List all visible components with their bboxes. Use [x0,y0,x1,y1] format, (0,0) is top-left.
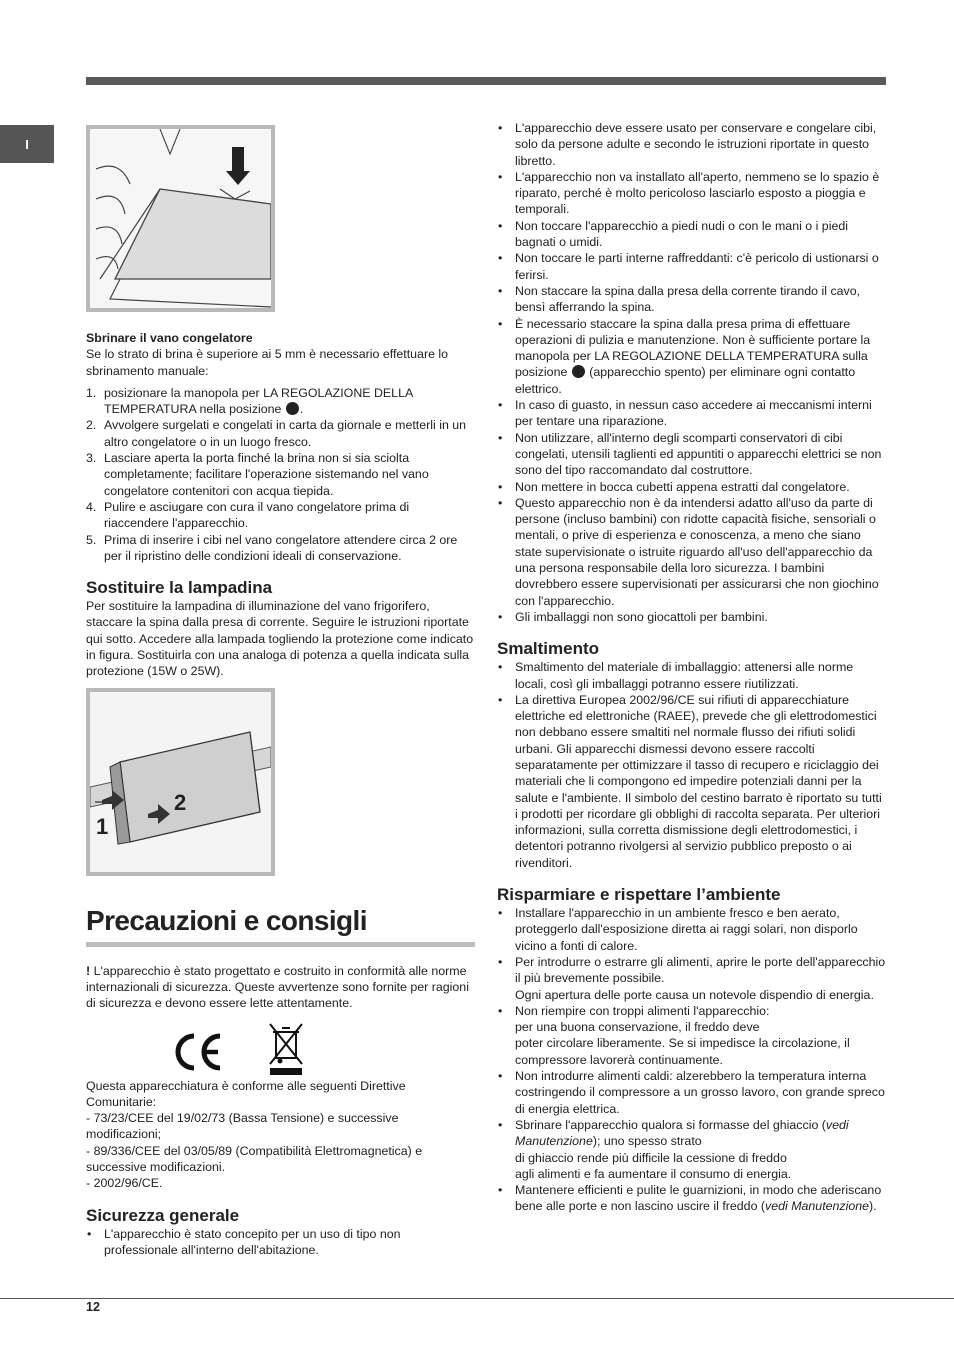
warning-icon: ! [86,963,91,978]
list-item: • Per introdurre o estrarre gli alimenti, aprire le porte dell'apparecchio il più brevemente possibile. Ogni apertura delle porte causa un notevole dispendio di energia. [497,954,887,1003]
defrost-steps [86,385,475,564]
lamp-title: Sostituire la lampadina [86,578,273,598]
step-label-1: 1 [96,813,109,839]
directive-line: - 73/23/CEE del 19/02/73 (Bassa Tensione) e successive modificazioni; [86,1111,399,1142]
defrost-title: Sbrinare il vano congelatore [86,331,253,345]
list-item: 4. Pulire e asciugare con cura il vano congelatore prima di riaccendere l'apparecchio. [86,499,410,531]
warning-text: ! L'apparecchio è stato progettato e costruito in conformità alle norme internazionali di sicurezza. Queste avvertenze sono fornite per ragioni di sicurezza e devono essere lette attentamente. [86,963,469,1011]
list-item: • Gli imballaggi non sono giocattoli per bambini. [497,609,887,625]
environment-list [497,905,887,1215]
list-item: • Non riempire con troppi alimenti l'apparecchio: per una buona conservazione, il freddo deve poter circolare liberamente. Se si impedisce la circolazione, il compressore lavorerà continuamente. [497,1003,887,1068]
list-item: • Installare l'apparecchio in un ambiente fresco e ben aerato, proteggerlo dall'esposizione diretta ai raggi solari, non disporlo vicino a fonti di calore. [497,905,887,954]
list-item: • Non mettere in bocca cubetti appena estratti dal congelatore. [497,479,887,495]
list-item: • È necessario staccare la spina dalla presa prima di effettuare operazioni di pulizia e manutenzione. Non è sufficiente portare la manopola per LA REGOLAZIONE DELLA TEMPERATURA sulla posizione (apparecchio spento) per eliminare ogni contatto elettrico. [497,316,887,397]
right-column [497,120,887,1215]
title-rule [86,942,475,947]
list-item: 1. posizionare la manopola per LA REGOLAZIONE DELLA TEMPERATURA nella posizione . [86,385,413,417]
directive-line: - 89/336/CEE del 03/05/89 (Compatibilità Elettromagnetica) e successive modificazioni. [86,1143,423,1175]
list-item: • Non introdurre alimenti caldi: alzerebbero la temperatura interna costringendo il compressore a un grosso lavoro, con grande spreco di energia elettrica. [497,1068,887,1117]
list-item: • L'apparecchio è stato concepito per un uso di tipo non professionale all'interno dell'abitazione. [86,1226,475,1259]
header-rule [86,77,886,85]
list-item: • Questo apparecchio non è da intendersi adatto all'uso da parte di persone (incluso bambini) con ridotte capacità fisiche, sensoriali o mentali, o prive di esperienza e conoscenza, a meno che siano state supervisionate o istruite riguardo all'uso dell'apparecchio da una persona responsabile della loro sicurezza. I bambini dovrebbero essere supervisionati per assicurarsi che non giochino con l'apparecchio. [497,495,887,609]
weee-bin-icon [268,1022,304,1076]
off-position-symbol [572,365,585,378]
list-item: • Smaltimento del materiale di imballaggio: attenersi alle norme locali, così gli imballaggi potranno essere riutilizzati. [497,659,887,692]
ce-mark-icon [174,1032,226,1072]
left-column [86,125,475,1258]
list-item: • Mantenere efficienti e pulite le guarnizioni, in modo che aderiscano bene alle porte e non lascino uscire il freddo (vedi Manutenzione). [497,1182,887,1215]
off-position-symbol [286,402,299,415]
page-number: 12 [86,1300,100,1314]
footer-rule [0,1298,954,1299]
lamp-text: Per sostituire la lampadina di illuminazione del vano frigorifero, staccare la spina dalla presa di corrente. Seguire le istruzioni riportate qui sotto. Accedere alla lampada togliendo la protezione come indicato in figura. Sostituirla con una analoga di potenza a quella indicata sulla protezione (15W o 25W). [86,599,474,679]
lamp-cover-drawing [90,692,271,872]
safety-bullets [497,120,887,625]
environment-title: Risparmiare e rispettare l’ambiente [497,885,781,905]
list-item: 2. Avvolgere surgelati e congelati in carta da giornale e metterli in un altro congelatore o in un luogo fresco. [86,418,467,449]
disposal-list [497,659,887,871]
directive-intro: Questa apparecchiatura è conforme alle seguenti Direttive Comunitarie: [86,1078,406,1109]
list-item: • La direttiva Europea 2002/96/CE sui rifiuti di apparecchiature elettriche ed elettroniche (RAEE), prevede che gli elettrodomestici non debbano essere smaltiti nel normale flusso dei rifiuti solidi urbani. Gli apparecchi dismessi devono essere raccolti separatamente per ottimizzare il tasso di recupero e riciclaggio dei materiali che li compongono ed impedire potenziali danni per la salute e l'ambiente. Il simbolo del cestino barrato è riportato su tutti i prodotti per ricordare gli obblighi di raccolta separata. Per ulteriori informazioni, sulla corretta dismissione degli elettrodomestici, i detentori potranno rivolgersi al servizio pubblico preposto o ai rivenditori. [497,692,887,871]
list-item: • Non utilizzare, all'interno degli scomparti conservatori di cibi congelati, utensili taglienti ed appuntiti o apparecchi elettrici se non sono del tipo raccomandato dal costruttore. [497,430,887,479]
freezer-compartment-drawing [90,129,271,308]
directive-line: - 2002/96/CE. [86,1176,163,1191]
language-tab: I [0,125,54,163]
step-label-2: 2 [174,789,187,815]
certification-marks [86,1020,475,1078]
safety-list [86,1226,475,1259]
defrost-intro: Se lo strato di brina è superiore ai 5 mm è necessario effettuare lo sbrinamento manuale: [86,347,449,378]
list-item: 3. Lasciare aperta la porta finché la brina non si sia sciolta completamente; facilitare l'operazione sistemando nel vano congelatore contenitori con acqua tiepida. [86,451,429,498]
lamp-illustration [86,688,275,876]
list-item: • L'apparecchio deve essere usato per conservare e congelare cibi, solo da persone adulte e secondo le istruzioni riportate in questo libretto. [497,120,887,169]
list-item: • In caso di guasto, in nessun caso accedere ai meccanismi interni per tentare una riparazione. [497,397,887,430]
disposal-title: Smaltimento [497,639,600,659]
page-title: Precauzioni e consigli [86,904,367,936]
list-item: 5. Prima di inserire i cibi nel vano congelatore attendere circa 2 ore per il ripristino delle condizioni ideali di conservazione. [86,532,458,563]
list-item: • Sbrinare l'apparecchio qualora si formasse del ghiaccio (vedi Manutenzione); uno spesso strato di ghiaccio rende più difficile la cessione di freddo agli alimenti e fa aumentare il consumo di energia. [497,1117,887,1182]
list-item: • Non staccare la spina dalla presa della corrente tirando il cavo, bensì afferrando la spina. [497,283,887,316]
safety-title: Sicurezza generale [86,1205,240,1225]
list-item: • Non toccare le parti interne raffreddanti: c'è pericolo di ustionarsi o ferirsi. [497,250,887,283]
list-item: • Non toccare l'apparecchio a piedi nudi o con le mani o i piedi bagnati o umidi. [497,218,887,251]
list-item: • L'apparecchio non va installato all'aperto, nemmeno se lo spazio è riparato, perché è molto pericoloso lasciarlo esposto a pioggia e temporali. [497,169,887,218]
freezer-defrost-illustration [86,125,275,312]
